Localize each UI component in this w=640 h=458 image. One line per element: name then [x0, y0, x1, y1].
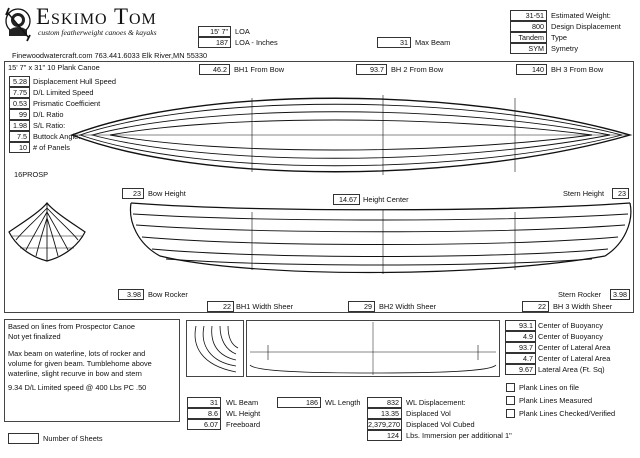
loa-value[interactable]: 15' 7": [198, 26, 231, 37]
bow-height-value[interactable]: 23: [122, 188, 144, 199]
wl-beam-label: WL Beam: [226, 398, 259, 407]
center-lateral-long-value[interactable]: 93.7: [505, 342, 536, 353]
symetry-label: Symetry: [551, 44, 579, 53]
stern-rocker-label: Stern Rocker: [558, 290, 602, 299]
max-beam-label: Max Beam: [415, 38, 451, 47]
hull-speed-value[interactable]: 5.28: [9, 76, 30, 87]
panels-label: # of Panels: [33, 143, 70, 152]
bh1-from-bow-value[interactable]: 46.2: [199, 64, 230, 75]
center-buoyancy-vert-label: Center of Buoyancy: [538, 332, 603, 341]
panels-value[interactable]: 10: [9, 142, 30, 153]
notes-line: waterline, slight recurve in bow and stern: [8, 369, 142, 378]
midship-section-panel: [246, 320, 500, 377]
wl-displacement-value[interactable]: 832: [367, 397, 402, 408]
sl-ratio-label: S/L Ratio:: [33, 121, 66, 130]
bow-section-panel: [186, 320, 244, 377]
displaced-vol-value[interactable]: 13.35: [367, 408, 402, 419]
bh1-from-bow-label: BH1 From Bow: [234, 65, 285, 74]
loa-inches-value[interactable]: 187: [198, 37, 231, 48]
center-buoyancy-long-label: Center of Buoyancy: [538, 321, 603, 330]
wl-displacement-label: WL Displacement:: [406, 398, 466, 407]
lateral-area-label: Lateral Area (Ft. Sq): [538, 365, 605, 374]
mold-name: 16PROSP: [14, 170, 49, 179]
max-beam-value[interactable]: 31: [377, 37, 411, 48]
height-center-value[interactable]: 14.67: [333, 194, 360, 205]
immersion-label: Lbs. Immersion per additional 1": [406, 431, 512, 440]
contact-line: Finewoodwatercraft.com 763.441.6033 Elk River,MN 55330: [12, 51, 208, 60]
displaced-vol-label: Displaced Vol: [406, 409, 451, 418]
number-of-sheets-label: Number of Sheets: [43, 434, 103, 443]
center-buoyancy-vert-value[interactable]: 4.9: [505, 331, 536, 342]
plank-lines-measured-checkbox[interactable]: [506, 396, 515, 405]
bh3-width-sheer-label: BH 3 Width Sheer: [553, 302, 613, 311]
prismatic-label: Prismatic Coefficient: [33, 99, 101, 108]
notes-line: volume for given beam. Tumblehome above: [8, 359, 152, 368]
bow-rocker-value[interactable]: 3.98: [118, 289, 144, 300]
buttock-angle-value[interactable]: 7.5: [9, 131, 30, 142]
displaced-vol-cubed-value[interactable]: 2,379,270: [367, 419, 402, 430]
loa-label: LOA: [235, 27, 250, 36]
buttock-angle-label: Buttock Angle:: [33, 132, 81, 141]
brand-tagline: custom featherweight canoes & kayaks: [38, 28, 157, 37]
bh3-width-sheer-value[interactable]: 22: [522, 301, 549, 312]
type-label: Type: [551, 33, 568, 42]
plank-lines-on-file-checkbox[interactable]: [506, 383, 515, 392]
loa-inches-label: LOA - Inches: [235, 38, 278, 47]
notes-line: Based on lines from Prospector Canoe: [8, 322, 135, 331]
dl-ratio-value[interactable]: 99: [9, 109, 30, 120]
hull-speed-label: Displacement Hull Speed: [33, 77, 116, 86]
number-of-sheets-value[interactable]: [8, 433, 39, 444]
center-lateral-vert-value[interactable]: 4.7: [505, 353, 536, 364]
symetry-value[interactable]: SYM: [510, 43, 547, 54]
height-center-label: Height Center: [363, 195, 409, 204]
plank-lines-on-file-label: Plank Lines on file: [519, 383, 579, 392]
sl-ratio-value[interactable]: 1.98: [9, 120, 30, 131]
type-value[interactable]: Tandem: [510, 32, 547, 43]
wl-height-value[interactable]: 8.6: [187, 408, 221, 419]
bh1-width-sheer-label: BH1 Width Sheer: [236, 302, 294, 311]
brand-name: Eskimo Tom: [36, 4, 157, 29]
stern-height-label: Stern Height: [563, 189, 605, 198]
bh2-from-bow-label: BH 2 From Bow: [391, 65, 444, 74]
displaced-vol-cubed-label: Displaced Vol Cubed: [406, 420, 475, 429]
plank-lines-verified-label: Plank Lines Checked/Verified: [519, 409, 616, 418]
dl-ratio-label: D/L Ratio: [33, 110, 64, 119]
wl-beam-value[interactable]: 31: [187, 397, 221, 408]
immersion-value[interactable]: 124: [367, 430, 402, 441]
estimated-weight-label: Estimated Weight:: [551, 11, 611, 20]
bh3-from-bow-value[interactable]: 140: [516, 64, 547, 75]
stern-height-value[interactable]: 23: [612, 188, 629, 199]
notes-line: Max beam on waterline, lots of rocker and: [8, 349, 146, 358]
bh2-width-sheer-label: BH2 Width Sheer: [379, 302, 437, 311]
notes-line: 9.34 D/L Limited speed @ 400 Lbs PC .50: [8, 383, 147, 392]
bh3-from-bow-label: BH 3 From Bow: [551, 65, 604, 74]
paddler-logo-icon: [3, 2, 33, 42]
bh2-width-sheer-value[interactable]: 29: [348, 301, 375, 312]
design-displacement-label: Design Displacement: [551, 22, 621, 31]
bh2-from-bow-value[interactable]: 93.7: [356, 64, 387, 75]
design-title: 15' 7" x 31" 10 Plank Canoe: [8, 63, 100, 72]
center-lateral-long-label: Center of Lateral Area: [538, 343, 611, 352]
estimated-weight-value[interactable]: 31-51: [510, 10, 547, 21]
center-buoyancy-long-value[interactable]: 93.1: [505, 320, 536, 331]
dl-limited-speed-label: D/L Limited Speed: [33, 88, 94, 97]
stern-rocker-value[interactable]: 3.98: [610, 289, 630, 300]
bow-height-label: Bow Height: [148, 189, 186, 198]
prismatic-value[interactable]: 0.53: [9, 98, 30, 109]
bh1-width-sheer-value[interactable]: 22: [207, 301, 234, 312]
freeboard-label: Freeboard: [226, 420, 261, 429]
freeboard-value[interactable]: 6.07: [187, 419, 221, 430]
dl-limited-speed-value[interactable]: 7.75: [9, 87, 30, 98]
plank-lines-measured-label: Plank Lines Measured: [519, 396, 593, 405]
notes-line: Not yet finalized: [8, 332, 61, 341]
design-displacement-value[interactable]: 800: [510, 21, 547, 32]
plank-lines-verified-checkbox[interactable]: [506, 409, 515, 418]
center-lateral-vert-label: Center of Lateral Area: [538, 354, 611, 363]
bow-rocker-label: Bow Rocker: [148, 290, 188, 299]
wl-length-label: WL Length: [325, 398, 361, 407]
lateral-area-value[interactable]: 9.67: [505, 364, 536, 375]
wl-length-value[interactable]: 186: [277, 397, 321, 408]
wl-height-label: WL Height: [226, 409, 261, 418]
